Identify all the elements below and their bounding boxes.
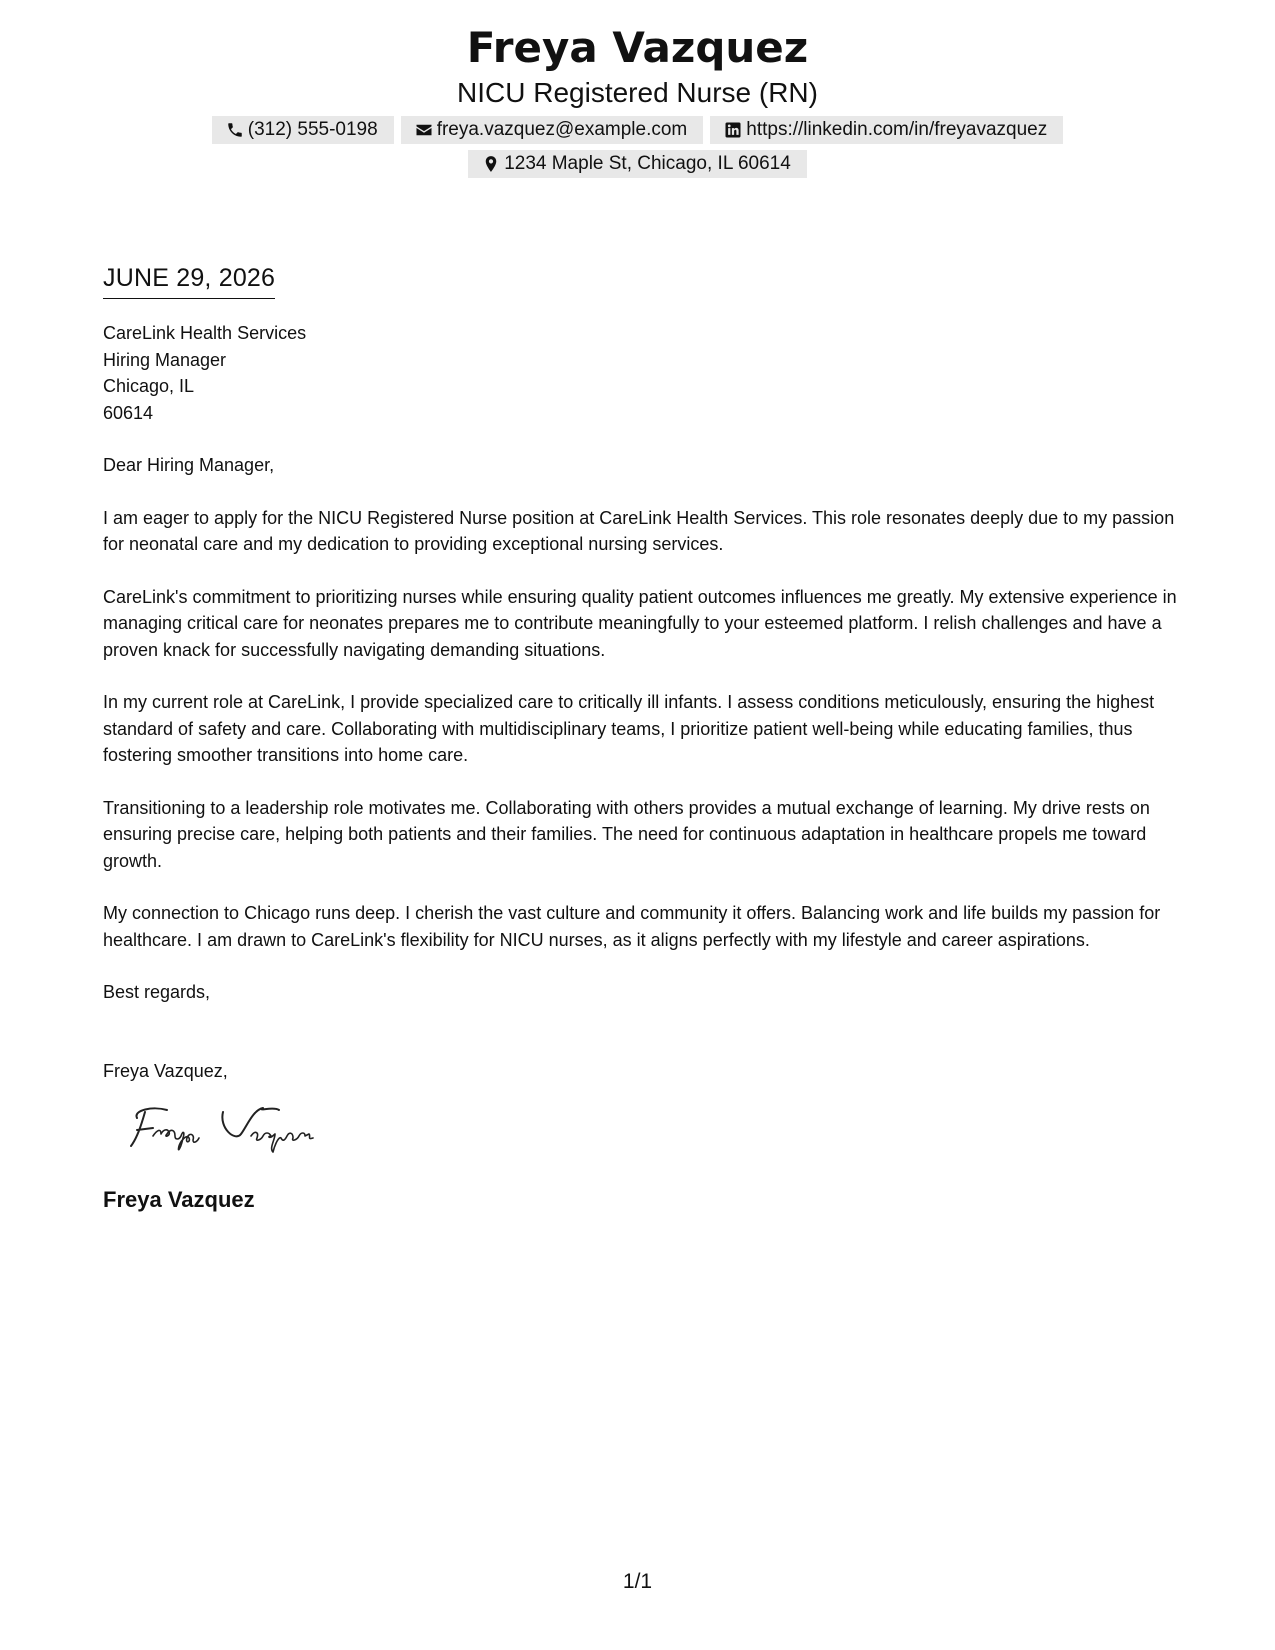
phone-icon (226, 121, 244, 139)
address-text: 1234 Maple St, Chicago, IL 60614 (504, 153, 791, 174)
handwritten-signature (123, 1098, 353, 1160)
paragraph-chicago: My connection to Chicago runs deep. I cherish the vast culture and community it offers. Balancing work and life builds my passion for healthcare. I am drawn to CareLink's flexibility for NICU nurses, as it aligns perfectly with my lifestyle and career aspirations. (103, 903, 1161, 950)
letter-date: JUNE 29, 2026 (103, 262, 275, 299)
signoff-name: Freya Vazquez, (103, 1060, 228, 1081)
paragraph-leadership: Transitioning to a leadership role motivates me. Collaborating with others provides a mutual exchange of learning. My drive rests on ensuring precise care, helping both patients and their families. The need for continuous adaptation in healthcare propels me toward growth. (103, 797, 1150, 871)
linkedin-icon (724, 121, 742, 139)
applicant-name: Freya Vazquez (466, 23, 809, 72)
email-text: freya.vazquez@example.com (436, 119, 688, 140)
linkedin-chip[interactable] (710, 116, 1063, 144)
recipient-title: Hiring Manager (103, 349, 227, 370)
letter-header (0, 20, 1275, 178)
map-pin-icon (482, 155, 500, 173)
phone-text: (312) 555-0198 (247, 119, 378, 140)
contact-row-primary (0, 116, 1275, 144)
paragraph-intro: I am eager to apply for the NICU Registered Nurse position at CareLink Health Services. This role resonates deeply due to my passion for neonatal care and my dedication to providing exceptional nursing services. (103, 507, 1175, 554)
phone-chip[interactable] (212, 116, 394, 144)
printed-name: Freya Vazquez (103, 1186, 255, 1212)
paragraph-commitment: CareLink's commitment to prioritizing nurses while ensuring quality patient outcomes influences me greatly. My extensive experience in managing critical care for neonates prepares me to contribute meaningfully to your esteemed platform. I relish challenges and have a proven knack for successfully navigating demanding situations. (103, 586, 1177, 660)
contact-row-secondary (0, 150, 1275, 178)
linkedin-text: https://linkedin.com/in/freyavazquez (746, 119, 1048, 140)
letter-body (103, 320, 1183, 1214)
applicant-role: NICU Registered Nurse (RN) (457, 77, 818, 108)
closing: Best regards, (103, 982, 211, 1002)
recipient-city: Chicago, IL (103, 376, 195, 396)
recipient-company: CareLink Health Services (103, 323, 307, 343)
address-chip[interactable] (468, 150, 807, 178)
recipient-zip: 60614 (103, 402, 154, 423)
letter-date-block (103, 262, 275, 299)
page-indicator: 1/1 (622, 1570, 653, 1593)
recipient-block (103, 320, 1183, 426)
email-chip[interactable] (401, 116, 704, 144)
paragraph-current-role: In my current role at CareLink, I provide specialized care to critically ill infants. I assess conditions meticulously, ensuring the highest standard of safety and care. Collaborating with multidisciplinary teams, I prioritize patient well-being while educating families, thus fostering smoother transitions into home care. (103, 692, 1155, 765)
envelope-icon (415, 121, 433, 139)
salutation: Dear Hiring Manager, (103, 455, 275, 475)
